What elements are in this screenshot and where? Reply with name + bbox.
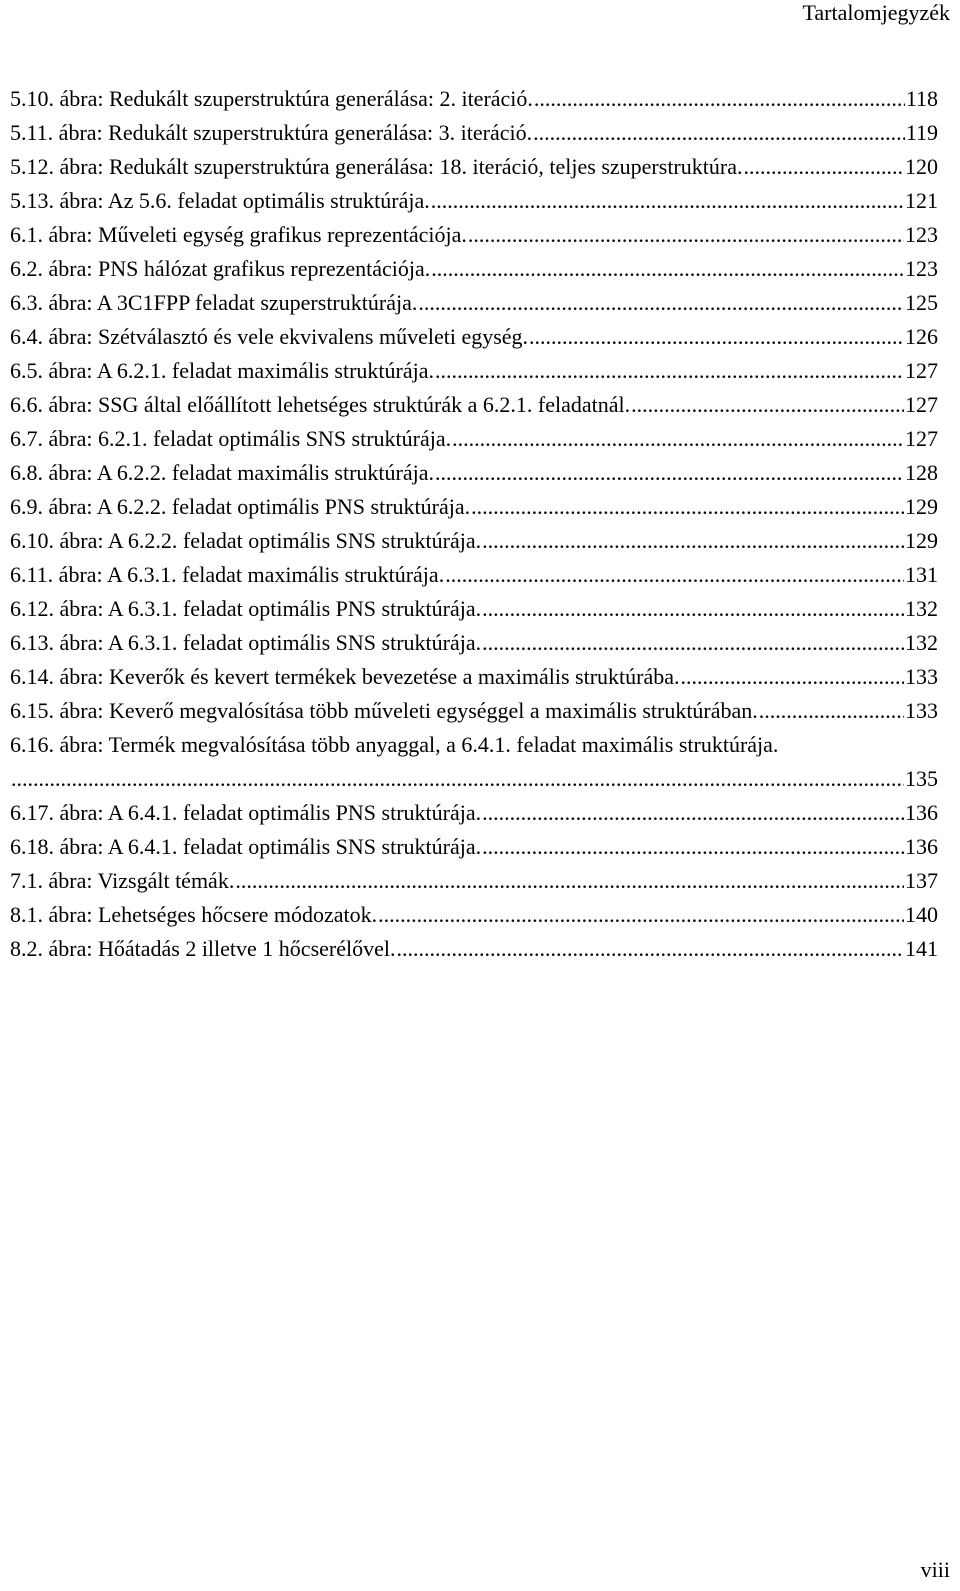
toc-entry[interactable] xyxy=(10,690,938,724)
entry-title: 6.2. ábra: PNS hálózat grafikus reprezentációja. xyxy=(10,256,431,281)
entry-title: 8.2. ábra: Hőátadás 2 illetve 1 hőcserélővel. xyxy=(10,936,396,961)
entry-title: 6.7. ábra: 6.2.1. feladat optimális SNS struktúrája. xyxy=(10,426,452,451)
entry-page: 136 xyxy=(905,800,938,825)
toc-entry[interactable] xyxy=(10,554,938,588)
dot-leader xyxy=(631,392,904,418)
entry-page: 137 xyxy=(905,868,938,893)
entry-page: 121 xyxy=(905,188,938,213)
dot-leader xyxy=(431,256,904,282)
entry-page: 135 xyxy=(905,766,938,791)
entry-page: 126 xyxy=(905,324,938,349)
entry-title: 6.9. ábra: A 6.2.2. feladat optimális PNS struktúrája. xyxy=(10,494,471,519)
entry-title: 6.13. ábra: A 6.3.1. feladat optimális SNS struktúrája. xyxy=(10,630,482,655)
dot-leader xyxy=(452,426,904,452)
entry-title: 6.1. ábra: Műveleti egység grafikus reprezentációja. xyxy=(10,222,467,247)
entry-title: 5.10. ábra: Redukált szuperstruktúra generálása: 2. iteráció. xyxy=(10,86,533,111)
toc-entry[interactable] xyxy=(10,520,938,554)
entry-page: 141 xyxy=(905,936,938,961)
entry-page: 128 xyxy=(905,460,938,485)
toc-entry[interactable] xyxy=(10,486,938,520)
toc-entry[interactable] xyxy=(10,452,938,486)
entry-page: 118 xyxy=(905,86,938,111)
entry-title: 6.14. ábra: Keverők és kevert termékek bevezetése a maximális struktúrába. xyxy=(10,664,680,689)
entry-page: 129 xyxy=(905,528,938,553)
table-of-figures xyxy=(10,78,938,962)
entry-page: 131 xyxy=(905,562,938,587)
toc-entry[interactable] xyxy=(10,928,938,962)
toc-entry[interactable] xyxy=(10,78,938,112)
toc-entry[interactable] xyxy=(10,826,938,860)
entry-page: 133 xyxy=(905,664,938,689)
dot-leader xyxy=(471,494,904,520)
entry-page: 127 xyxy=(905,392,938,417)
dot-leader xyxy=(529,324,904,350)
entry-title: 6.8. ábra: A 6.2.2. feladat maximális struktúrája. xyxy=(10,460,435,485)
toc-entry[interactable] xyxy=(10,384,938,418)
entry-title: 5.12. ábra: Redukált szuperstruktúra generálása: 18. iteráció, teljes szuperstruktúra. xyxy=(10,154,743,179)
page-number: viii xyxy=(920,1557,950,1582)
entry-title: 6.18. ábra: A 6.4.1. feladat optimális SNS struktúrája. xyxy=(10,834,482,859)
toc-entry[interactable] xyxy=(10,894,938,928)
toc-entry-continuation[interactable] xyxy=(10,758,938,792)
dot-leader xyxy=(378,902,904,928)
entry-page: 120 xyxy=(905,154,938,179)
toc-entry[interactable] xyxy=(10,112,938,146)
toc-entry[interactable] xyxy=(10,180,938,214)
entry-page: 132 xyxy=(905,630,938,655)
dot-leader xyxy=(431,188,904,214)
toc-entry[interactable] xyxy=(10,316,938,350)
dot-leader xyxy=(418,290,904,316)
dot-leader xyxy=(759,698,904,724)
entry-page: 132 xyxy=(905,596,938,621)
entry-title: 5.13. ábra: Az 5.6. feladat optimális struktúrája. xyxy=(10,188,430,213)
entry-title: 8.1. ábra: Lehetséges hőcsere módozatok. xyxy=(10,902,378,927)
dot-leader xyxy=(435,358,904,384)
entry-title: 6.15. ábra: Keverő megvalósítása több műveleti egységgel a maximális struktúrában. xyxy=(10,698,758,723)
dot-leader xyxy=(534,86,905,112)
dot-leader xyxy=(482,528,904,554)
dot-leader xyxy=(482,800,904,826)
entry-page: 127 xyxy=(905,426,938,451)
entry-title: 6.12. ábra: A 6.3.1. feladat optimális PNS struktúrája. xyxy=(10,596,482,621)
dot-leader xyxy=(482,596,904,622)
toc-entry[interactable] xyxy=(10,724,938,758)
entry-page: 129 xyxy=(905,494,938,519)
entry-title: 7.1. ábra: Vizsgált témák. xyxy=(10,868,235,893)
entry-page: 123 xyxy=(905,222,938,247)
dot-leader xyxy=(435,460,904,486)
entry-title: 6.17. ábra: A 6.4.1. feladat optimális PNS struktúrája. xyxy=(10,800,482,825)
entry-page: 140 xyxy=(905,902,938,927)
entry-title: 6.5. ábra: A 6.2.1. feladat maximális struktúrája. xyxy=(10,358,435,383)
entry-page: 127 xyxy=(905,358,938,383)
toc-entry[interactable] xyxy=(10,418,938,452)
dot-leader xyxy=(11,766,904,792)
entry-title: 6.16. ábra: Termék megvalósítása több anyaggal, a 6.4.1. feladat maximális struktúrája. xyxy=(10,732,779,757)
entry-page: 133 xyxy=(905,698,938,723)
toc-entry[interactable] xyxy=(10,214,938,248)
entry-title: 5.11. ábra: Redukált szuperstruktúra generálása: 3. iteráció. xyxy=(10,120,533,145)
running-header: Tartalomjegyzék xyxy=(802,0,950,25)
entry-title: 6.3. ábra: A 3C1FPP feladat szuperstruktúrája. xyxy=(10,290,418,315)
toc-entry[interactable] xyxy=(10,282,938,316)
dot-leader xyxy=(235,868,904,894)
toc-entry[interactable] xyxy=(10,588,938,622)
entry-title: 6.11. ábra: A 6.3.1. feladat maximális struktúrája. xyxy=(10,562,445,587)
toc-entry[interactable] xyxy=(10,622,938,656)
dot-leader xyxy=(482,630,904,656)
toc-entry[interactable] xyxy=(10,860,938,894)
entry-page: 123 xyxy=(905,256,938,281)
entry-title: 6.4. ábra: Szétválasztó és vele ekvivalens műveleti egység. xyxy=(10,324,529,349)
toc-entry[interactable] xyxy=(10,656,938,690)
dot-leader xyxy=(445,562,904,588)
entry-page: 125 xyxy=(905,290,938,315)
toc-entry[interactable] xyxy=(10,146,938,180)
toc-entry[interactable] xyxy=(10,248,938,282)
dot-leader xyxy=(468,222,904,248)
dot-leader xyxy=(681,664,905,690)
toc-entry[interactable] xyxy=(10,792,938,826)
entry-page: 119 xyxy=(905,120,938,145)
dot-leader xyxy=(533,120,905,146)
toc-entry[interactable] xyxy=(10,350,938,384)
dot-leader xyxy=(743,154,904,180)
dot-leader xyxy=(396,936,904,962)
entry-title: 6.6. ábra: SSG által előállított lehetséges struktúrák a 6.2.1. feladatnál. xyxy=(10,392,631,417)
entry-title: 6.10. ábra: A 6.2.2. feladat optimális SNS struktúrája. xyxy=(10,528,482,553)
entry-page: 136 xyxy=(905,834,938,859)
dot-leader xyxy=(482,834,904,860)
